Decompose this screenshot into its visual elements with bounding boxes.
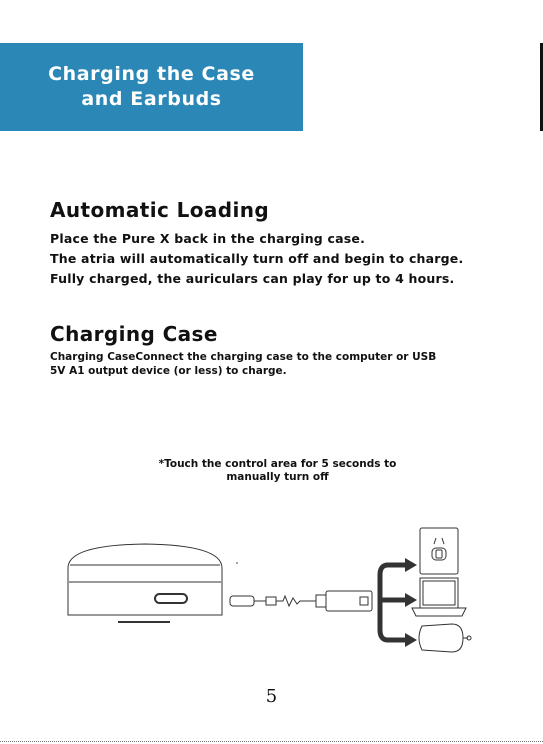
car-charger-icon — [419, 624, 471, 652]
note-line-2: manually turn off — [226, 471, 329, 483]
section1-line-3: Fully charged, the auriculars can play for up to 4 hours. — [50, 271, 455, 286]
section2-line-2: 5V A1 output device (or less) to charge. — [50, 365, 287, 377]
page-number: 5 — [265, 686, 278, 707]
laptop-icon — [412, 578, 466, 616]
section-title-charging-case: Charging Case — [50, 322, 218, 346]
note-line-1: *Touch the control area for 5 seconds to — [158, 458, 397, 470]
section2-line-1: Charging CaseConnect the charging case to the computer or USB — [50, 351, 437, 363]
section1-line-2: The atria will automatically turn off and begin to charge. — [50, 251, 464, 266]
charging-illustration — [0, 520, 543, 670]
case-icon — [68, 544, 222, 622]
section-title-automatic-loading: Automatic Loading — [50, 198, 270, 222]
banner-title-line1: Charging the Case — [48, 63, 255, 85]
section1-line-1: Place the Pure X back in the charging case. — [50, 231, 366, 246]
wall-outlet-icon — [420, 528, 458, 574]
usb-cable-icon — [230, 591, 372, 611]
title-banner — [0, 43, 303, 131]
banner-title-line2: and Earbuds — [81, 88, 222, 110]
bottom-border — [0, 741, 543, 742]
